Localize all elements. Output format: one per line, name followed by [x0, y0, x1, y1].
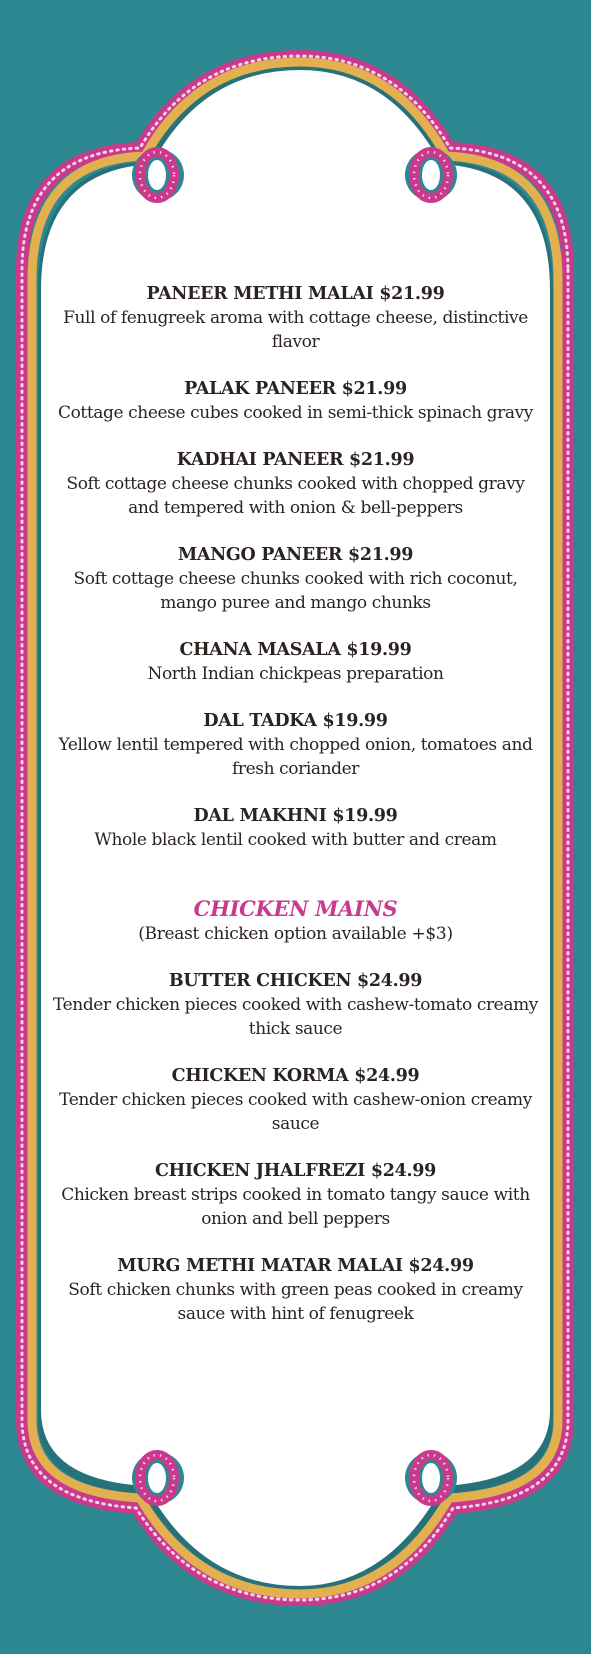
menu-item-title: PANEER METHI MALAI $21.99 — [146, 284, 445, 304]
menu-item-title: DAL MAKHNI $19.99 — [193, 806, 398, 826]
menu-item-title: CHANA MASALA $19.99 — [179, 640, 412, 660]
chicken-mains-section-header — [45, 896, 546, 946]
menu-item-title: MURG METHI MATAR MALAI $24.99 — [117, 1256, 474, 1276]
ornament-bottom-right — [405, 1452, 457, 1504]
menu-item — [45, 448, 546, 520]
menu-item-description: Soft chicken chunks with green peas cooked in creamy sauce with hint of fenugreek — [68, 1280, 523, 1324]
menu-item-title: CHICKEN KORMA $24.99 — [171, 1066, 420, 1086]
menu-item-description: Cottage cheese cubes cooked in semi-thick spinach gravy — [57, 403, 534, 423]
menu-item — [45, 377, 546, 425]
menu-item-description: Soft cottage cheese chunks cooked with chopped gravy and tempered with onion & bell-peppers — [66, 474, 525, 518]
menu-item-title: DAL TADKA $19.99 — [203, 711, 388, 731]
menu-item-description: North Indian chickpeas preparation — [147, 664, 444, 684]
menu-item — [45, 543, 546, 615]
menu-item — [45, 709, 546, 781]
menu-item-title: BUTTER CHICKEN $24.99 — [168, 971, 423, 991]
menu-item-description: Tender chicken pieces cooked with cashew-onion creamy sauce — [59, 1090, 532, 1134]
menu-item — [45, 804, 546, 852]
menu-item — [45, 969, 546, 1041]
menu-item-description: Soft cottage cheese chunks cooked with rich coconut, mango puree and mango chunks — [73, 569, 518, 613]
menu-item — [45, 638, 546, 686]
menu-item-title: PALAK PANEER $21.99 — [184, 379, 407, 399]
menu-item-description: Whole black lentil cooked with butter and cream — [94, 830, 497, 850]
menu-item — [45, 1159, 546, 1231]
menu-item-title: MANGO PANEER $21.99 — [177, 545, 414, 565]
menu-item-description: Tender chicken pieces cooked with cashew-tomato creamy thick sauce — [53, 995, 538, 1039]
ornament-top-left — [132, 149, 184, 201]
menu-item-description: Full of fenugreek aroma with cottage cheese, distinctive flavor — [63, 308, 528, 352]
menu-item-description: Chicken breast strips cooked in tomato tangy sauce with onion and bell peppers — [61, 1185, 530, 1229]
menu-item — [45, 1254, 546, 1326]
menu-item-description: Yellow lentil tempered with chopped onion, tomatoes and fresh coriander — [58, 735, 533, 779]
menu-item — [45, 282, 546, 354]
menu-item-title: KADHAI PANEER $21.99 — [176, 450, 415, 470]
section-note: (Breast chicken option available +$3) — [138, 924, 453, 944]
section-title: CHICKEN MAINS — [193, 896, 398, 921]
menu-item-title: CHICKEN JHALFREZI $24.99 — [154, 1161, 437, 1181]
ornament-bottom-left — [132, 1452, 184, 1504]
ornament-top-right — [405, 149, 457, 201]
menu-content — [45, 282, 546, 1349]
menu-item — [45, 1064, 546, 1136]
